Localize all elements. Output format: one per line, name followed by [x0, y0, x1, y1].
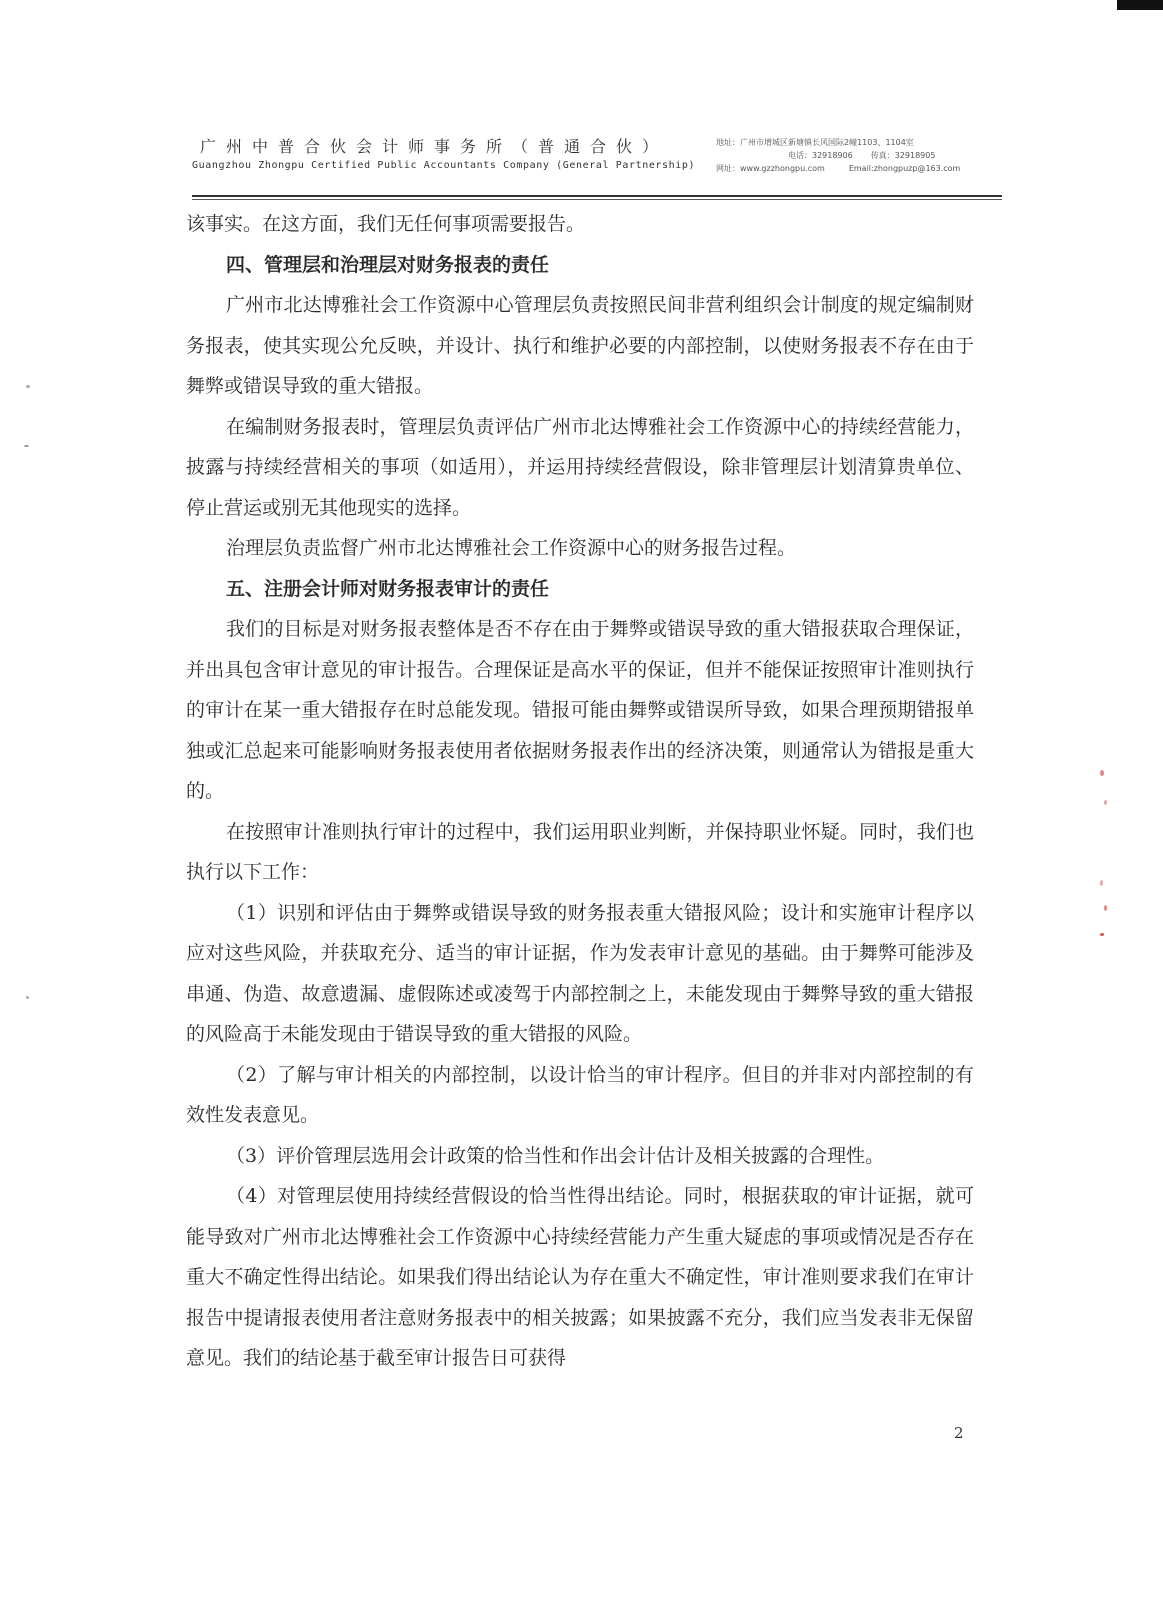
seal-bleed-mark — [1104, 800, 1107, 805]
scan-speck — [24, 445, 29, 447]
paragraph-intro: 该事实。在这方面，我们无任何事项需要报告。 — [186, 213, 586, 235]
firm-website: 网址：www.gzzhongpu.com — [716, 164, 825, 173]
paragraph-s4-1: 广州市北达博雅社会工作资源中心管理层负责按照民间非营利组织会计制度的规定编制财务报表，使其实现公允反映，并设计、执行和维护必要的内部控制，以使财务报表不存在由于舞弊或错误导致的重大错报。 — [186, 294, 974, 397]
seal-bleed-mark — [1100, 770, 1104, 776]
section-heading-5: 五、注册会计师对财务报表审计的责任 — [226, 577, 550, 600]
page-number: 2 — [954, 1424, 964, 1442]
scan-speck — [26, 996, 29, 999]
letterhead — [192, 132, 1002, 194]
scan-speck — [26, 385, 30, 388]
seal-bleed-mark — [1100, 880, 1103, 886]
header-rule-thin — [192, 199, 1002, 200]
seal-bleed-mark — [1100, 933, 1104, 936]
list-item-4: （4）对管理层使用持续经营假设的恰当性得出结论。同时，根据获取的审计证据，就可能导致对广州市北达博雅社会工作资源中心持续经营能力产生重大疑虑的事项或情况是否存在重大不确定性得出结论。如果我们得出结论认为存在重大不确定性，审计准则要求我们在审计报告中提请报表使用者注意财务报表中的相关披露；如果披露不充分，我们应当发表非无保留意见。我们的结论基于截至审计报告日可获得 — [186, 1185, 974, 1369]
firm-phone: 电话：32918906 — [788, 151, 853, 160]
paragraph-s4-2: 在编制财务报表时，管理层负责评估广州市北达博雅社会工作资源中心的持续经营能力，披露与持续经营相关的事项（如适用），并运用持续经营假设，除非管理层计划清算贵单位、停止营运或别无其他现实的选择。 — [186, 415, 974, 519]
scan-corner-mark — [1117, 0, 1163, 10]
list-item-1: （1）识别和评估由于舞弊或错误导致的财务报表重大错报风险；设计和实施审计程序以应对这些风险，并获取充分、适当的审计证据，作为发表审计意见的基础。由于舞弊可能涉及串通、伪造、故意遗漏、虚假陈述或凌驾于内部控制之上，未能发现由于舞弊导致的重大错报的风险高于未能发现由于错误导致的重大错报的风险。 — [186, 901, 974, 1045]
paragraph-s4-3: 治理层负责监督广州市北达博雅社会工作资源中心的财务报告过程。 — [226, 537, 797, 559]
list-item-3: （3）评价管理层选用会计政策的恰当性和作出会计估计及相关披露的合理性。 — [226, 1144, 885, 1167]
firm-contact-block — [716, 136, 1006, 175]
section-heading-4: 四、管理层和治理层对财务报表的责任 — [226, 253, 550, 276]
firm-name-chinese: 广州中普合伙会计师事务所（普通合伙） — [200, 137, 669, 156]
seal-bleed-mark — [1104, 905, 1107, 911]
firm-phone-fax — [716, 149, 1006, 162]
firm-name-english: Guangzhou Zhongpu Certified Public Accountants Company (General Partnership) — [192, 160, 696, 171]
firm-email: Email:zhongpuzp@163.com — [848, 164, 961, 173]
paragraph-s5-1: 我们的目标是对财务报表整体是否不存在由于舞弊或错误导致的重大错报获取合理保证，并出具包含审计意见的审计报告。合理保证是高水平的保证，但并不能保证按照审计准则执行的审计在某一重大错报存在时总能发现。错报可能由舞弊或错误所导致，如果合理预期错报单独或汇总起来可能影响财务报表使用者依据财务报表作出的经济决策，则通常认为错报是重大的。 — [186, 618, 974, 802]
list-item-2: （2）了解与审计相关的内部控制，以设计恰当的审计程序。但目的并非对内部控制的有效性发表意见。 — [186, 1063, 974, 1126]
header-rule — [192, 195, 1002, 197]
firm-web-email — [716, 162, 1006, 175]
firm-fax: 传真：32918905 — [870, 151, 936, 160]
paragraph-s5-2: 在按照审计准则执行审计的过程中，我们运用职业判断，并保持职业怀疑。同时，我们也执行以下工作： — [186, 820, 974, 883]
firm-address: 地址：广州市增城区新塘镇长风国际2幢1103、1104室 — [716, 138, 914, 147]
report-body — [186, 204, 974, 1379]
